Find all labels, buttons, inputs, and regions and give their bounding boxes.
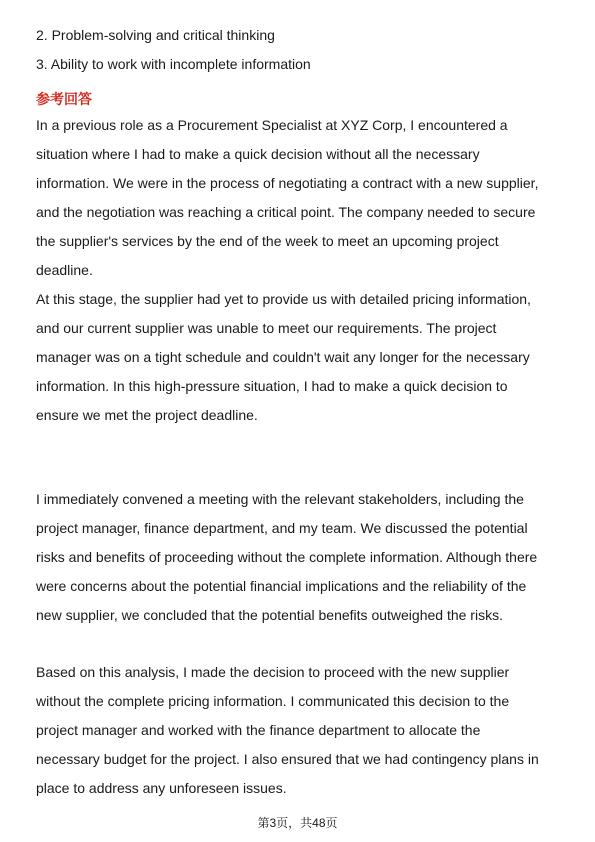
paragraph-line: place to address any unforeseen issues.: [36, 780, 287, 796]
list-item-problem-solving: 2. Problem-solving and critical thinking: [36, 27, 275, 43]
paragraph-line: without the complete pricing information. I communicated this decision to the: [36, 693, 510, 709]
paragraph-line: manager was on a tight schedule and couldn't wait any longer for the necessary: [36, 349, 530, 365]
answer-paragraph-1: [36, 116, 560, 290]
paragraph-line: In a previous role as a Procurement Specialist at XYZ Corp, I encountered a: [36, 117, 508, 133]
paragraph-line: project manager, finance department, and my team. We discussed the potential: [36, 520, 528, 536]
paragraph-line: ensure we met the project deadline.: [36, 407, 258, 423]
paragraph-line: information. We were in the process of negotiating a contract with a new supplier,: [36, 175, 539, 191]
paragraph-line: new supplier, we concluded that the potential benefits outweighed the risks.: [36, 607, 503, 623]
answer-paragraph-2: [36, 290, 560, 435]
paragraph-line: At this stage, the supplier had yet to provide us with detailed pricing information,: [36, 291, 531, 307]
paragraph-line: and our current supplier was unable to meet our requirements. The project: [36, 320, 497, 336]
paragraph-line: I immediately convened a meeting with the relevant stakeholders, including the: [36, 491, 524, 507]
paragraph-line: project manager and worked with the finance department to allocate the: [36, 722, 481, 738]
paragraph-line: risks and benefits of proceeding without the complete information. Although there: [36, 549, 538, 565]
paragraph-line: necessary budget for the project. I also ensured that we had contingency plans in: [36, 751, 539, 767]
paragraph-line: were concerns about the potential financial implications and the reliability of the: [36, 578, 527, 594]
answer-paragraph-3: [36, 490, 560, 635]
paragraph-line: Based on this analysis, I made the decision to proceed with the new supplier: [36, 664, 510, 680]
paragraph-line: the supplier's services by the end of the week to meet an upcoming project: [36, 233, 499, 249]
paragraph-line: and the negotiation was reaching a critical point. The company needed to secure: [36, 204, 536, 220]
paragraph-line: deadline.: [36, 262, 93, 278]
paragraph-line: information. In this high-pressure situation, I had to make a quick decision to: [36, 378, 508, 394]
page-number-footer: 第3页，共48页: [257, 816, 338, 830]
answer-paragraph-4: [36, 663, 560, 808]
paragraph-line: situation where I had to make a quick decision without all the necessary: [36, 146, 480, 162]
reference-answer-heading: 参考回答: [36, 91, 92, 107]
list-item-incomplete-information: 3. Ability to work with incomplete information: [36, 56, 311, 72]
